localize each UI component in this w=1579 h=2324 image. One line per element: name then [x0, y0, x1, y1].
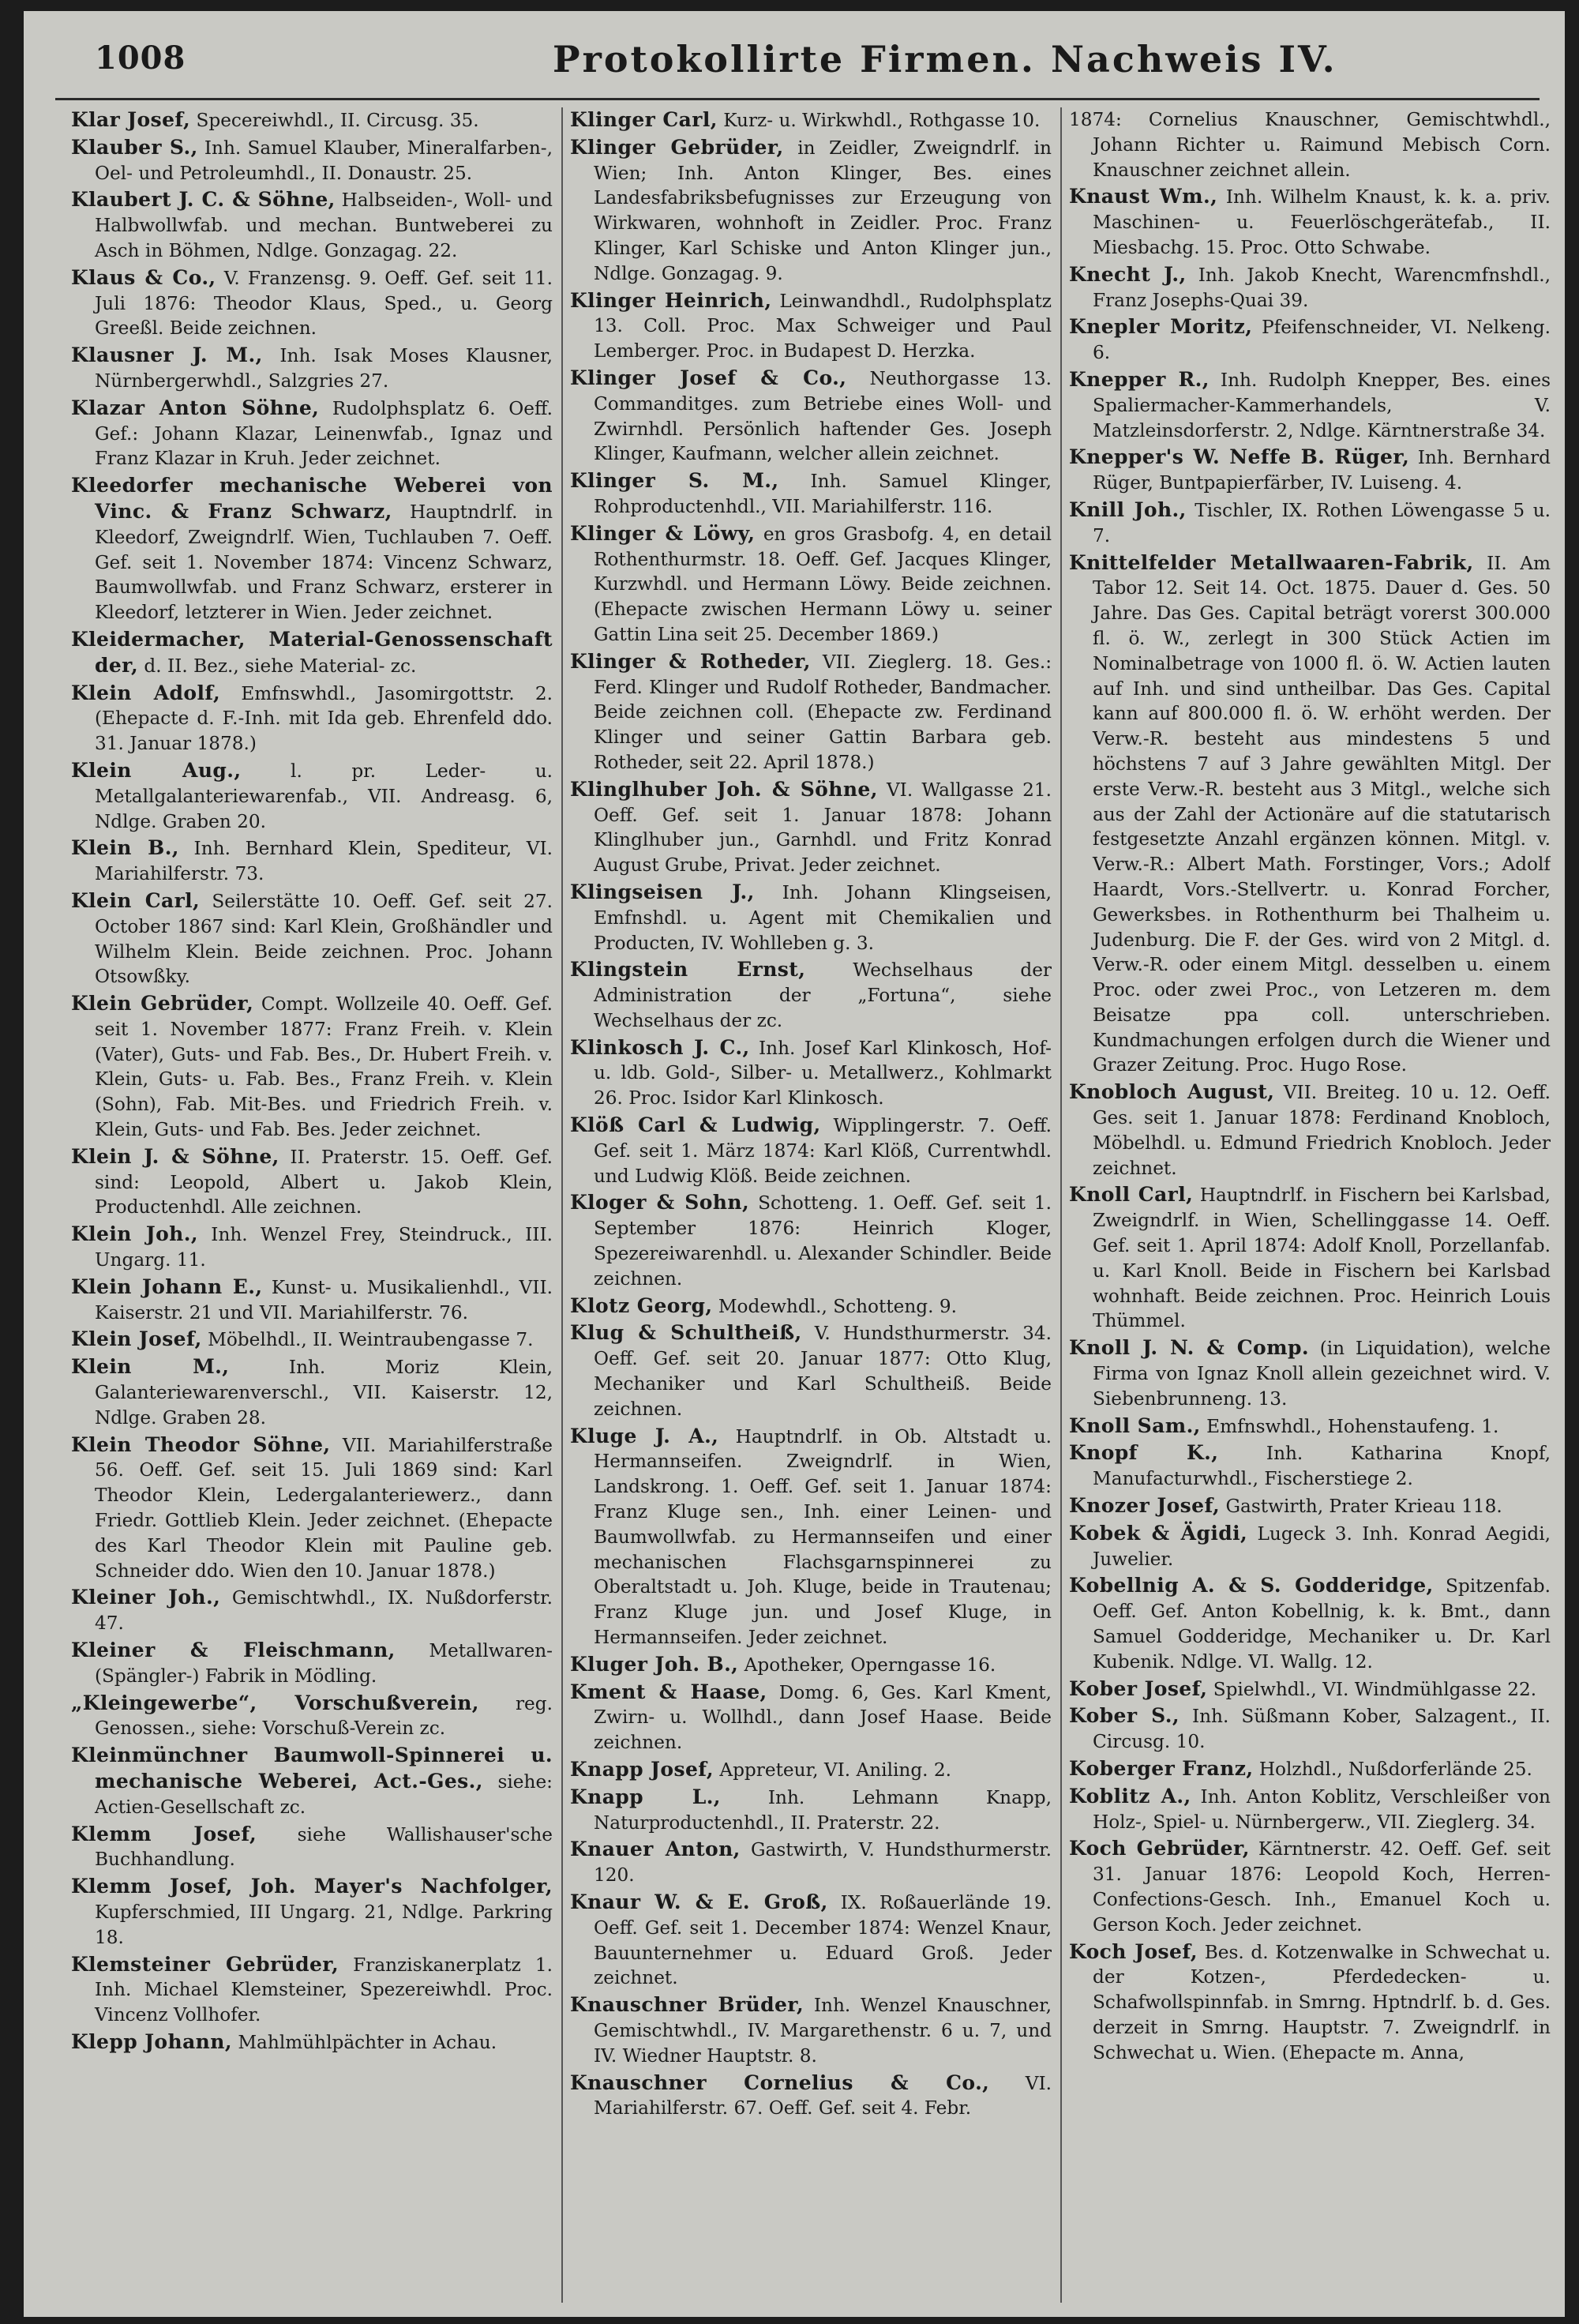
directory-entry: [71, 1952, 553, 2028]
directory-entry: [1069, 1784, 1551, 1835]
directory-entry: [1069, 1079, 1551, 1181]
firm-name: Klazar Anton Söhne,: [71, 396, 320, 419]
firm-details: in Zeidler, Zweigndrlf. in Wien; Inh. Anton Klinger, Bes. eines Landesfabriksbefugnisses zur Erzeugung von Wirkwaren, wohnhoft in Zeidler. Proc. Franz Klinger, Karl Schiske und Anton Klinger jun., Ndlge. Gonzagag. 9.: [594, 137, 1052, 284]
directory-entry: [71, 1743, 553, 1819]
directory-entry: [1069, 1573, 1551, 1674]
firm-details: Schotteng. 1. Oeff. Gef. seit 1. September 1876: Heinrich Kloger, Spezereiwarenhdl. u. Alexander Schindler. Beide zeichnen.: [594, 1192, 1052, 1290]
firm-name: Klöß Carl & Ludwig,: [570, 1113, 821, 1137]
directory-entry: [71, 1638, 553, 1689]
page-number: 1008: [95, 39, 186, 77]
directory-entry: [71, 1691, 553, 1742]
firm-name: Kluger Joh. B.,: [570, 1652, 739, 1676]
directory-entry: [570, 1424, 1052, 1650]
firm-details: Inh. Wilhelm Knaust, k. k. a. priv. Maschinen- u. Feuerlöschgerätefab., II. Miesbachg. 15. Proc. Otto Schwabe.: [1093, 186, 1551, 258]
firm-name: Kobellnig A. & S. Godderidge,: [1069, 1574, 1434, 1598]
firm-details: Holzhdl., Nußdorferlände 25.: [1258, 1759, 1532, 1780]
directory-entry: [1069, 314, 1551, 366]
firm-details: Gastwirth, Prater Krieau 118.: [1225, 1496, 1502, 1518]
firm-name: Knaur W. & E. Groß,: [570, 1890, 828, 1913]
firm-details: Spielwhdl., VI. Windmühlgasse 22.: [1213, 1678, 1537, 1700]
directory-entry: [1069, 1703, 1551, 1755]
directory-entry: [570, 777, 1052, 878]
firm-details: Kurz- u. Wirkwhdl., Rothgasse 10.: [723, 110, 1041, 131]
firm-name: Klinger Josef & Co.,: [570, 366, 847, 389]
firm-details: VI. Wallgasse 21. Oeff. Gef. seit 1. Januar 1878: Johann Klinglhuber jun., Garnhdl. und Fritz Konrad August Grube, Privat. Jeder zeichnet.: [594, 779, 1052, 877]
firm-details: Inh. Bernhard Klein, Spediteur, VI. Mariahilferstr. 73.: [95, 838, 553, 885]
firm-details: (in Liquidation), welche Firma von Ignaz Knoll allein gezeichnet wird. V. Siebenbrunneng. 13.: [1093, 1338, 1551, 1410]
firm-name: Klotz Georg,: [570, 1293, 713, 1317]
firm-name: Kober S.,: [1069, 1704, 1180, 1728]
firm-name: Klaubert J. C. & Söhne,: [71, 188, 336, 212]
firm-name: Klein Theodor Söhne,: [71, 1432, 331, 1456]
firm-details: Inh. Johann Klingseisen, Emfnshdl. u. Agent mit Chemikalien und Producten, IV. Wohlleben g. 3.: [594, 881, 1052, 954]
directory-entry: [1069, 262, 1551, 313]
firm-details: Inh. Samuel Klinger, Rohproductenhdl., VII. Mariahilferstr. 116.: [594, 471, 1052, 517]
firm-name: Knaust Wm.,: [1069, 185, 1218, 208]
firm-details: Inh. Jakob Knecht, Warencmfnshdl., Franz Josephs-Quai 39.: [1093, 264, 1551, 311]
directory-entry: [570, 649, 1052, 775]
firm-name: Klinger & Löwy,: [570, 521, 756, 545]
firm-details: siehe: Actien-Gesellschaft zc.: [95, 1771, 553, 1818]
firm-details: Rudolphsplatz 6. Oeff. Gef.: Johann Klazar, Leinenwfab., Ignaz und Franz Klazar in Kruh. Jeder zeichnet.: [95, 397, 553, 470]
firm-details: Inh. Anton Koblitz, Verschleißer von Holz-, Spiel- u. Nürnbergerw., VII. Zieglerg. 34.: [1093, 1785, 1551, 1833]
firm-details: Appreteur, VI. Aniling. 2.: [719, 1759, 952, 1781]
directory-entry: [570, 1992, 1052, 2068]
firm-details: Inh. Süßmann Kober, Salzagent., II. Circusg. 10.: [1093, 1706, 1551, 1753]
firm-name: Kleiner Joh.,: [71, 1586, 221, 1609]
directory-entry: [570, 107, 1052, 133]
directory-entry: [71, 265, 553, 341]
firm-name: Knobloch August,: [1069, 1080, 1275, 1104]
directory-entry: [1069, 367, 1551, 443]
directory-entry: [570, 2071, 1052, 2122]
firm-details: Gemischtwhdl., IX. Nußdorferstr. 47.: [95, 1587, 553, 1635]
firm-details: V. Franzensg. 9. Oeff. Gef. seit 11. Juli 1876: Theodor Klaus, Sped., u. Georg Greeßl. Beide zeichnen.: [95, 267, 553, 340]
firm-name: Knill Joh.,: [1069, 497, 1187, 521]
firm-name: Knauschner Brüder,: [570, 1993, 805, 2017]
directory-entry: [71, 1275, 553, 1326]
firm-details: VI. Mariahilferstr. 67. Oeff. Gef. seit 4. Febr.: [594, 2072, 1052, 2119]
firm-name: Kloger & Sohn,: [570, 1191, 750, 1215]
firm-name: Knecht J.,: [1069, 262, 1187, 286]
firm-details: Specereiwhdl., II. Circusg. 35.: [196, 110, 479, 131]
firm-details: reg. Genossen., siehe: Vorschuß-Verein zc.: [95, 1692, 553, 1740]
firm-name: Klinger Carl,: [570, 108, 718, 131]
directory-entry: [71, 1144, 553, 1220]
firm-details: Domg. 6, Ges. Karl Kment, Zwirn- u. Wollhdl., dann Josef Haase. Beide zeichnen.: [594, 1681, 1052, 1754]
directory-entry: [1069, 107, 1551, 182]
firm-details: Inh. Lehmann Knapp, Naturproductenhdl., II. Praterstr. 22.: [594, 1786, 1052, 1834]
firm-details: Seilerstätte 10. Oeff. Gef. seit 27. October 1867 sind: Karl Klein, Großhändler und Wilhelm Klein. Beide zeichnen. Proc. Johann Otsowßky.: [95, 890, 553, 988]
firm-name: Klein Johann E.,: [71, 1275, 263, 1298]
firm-name: Klemm Josef,: [71, 1822, 257, 1845]
directory-entry: [71, 343, 553, 394]
firm-details: VII. Mariahilferstraße 56. Oeff. Gef. seit 15. Juli 1869 sind: Karl Theodor Klein, Ledergalanteriewerz., dann Friedr. Gottlieb Klein. Jeder zeichnet. (Ehepacte des Karl Theodor Klein mit Pauline geb. Schneider ddo. Wien den 10. Januar 1878.): [95, 1434, 553, 1582]
firm-details: Spitzenfab. Oeff. Gef. Anton Kobellnig, k. k. Bmt., dann Samuel Godderidge, Mechaniker u. Dr. Karl Kubenik. Ndlge. VI. Wallg. 12.: [1093, 1575, 1551, 1673]
firm-details: Inh. Bernhard Rüger, Buntpapierfärber, IV. Luiseng. 4.: [1093, 447, 1551, 494]
firm-name: Klinger Gebrüder,: [570, 135, 784, 159]
firm-name: Klepp Johann,: [71, 2029, 232, 2053]
firm-details: Emfnswhdl., Hohenstaufeng. 1.: [1206, 1415, 1499, 1437]
directory-entry: [71, 1222, 553, 1273]
firm-name: Kleinmünchner Baumwoll-Spinnerei u. mechanische Weberei, Act.-Ges.,: [71, 1744, 553, 1793]
directory-entry: [71, 135, 553, 186]
firm-details: Wechselhaus der Administration der „Fortuna“, siehe Wechselhaus der zc.: [594, 959, 1052, 1031]
directory-entry: [570, 135, 1052, 287]
firm-details: Lugeck 3. Inh. Konrad Aegidi, Juwelier.: [1093, 1522, 1551, 1570]
firm-details: Franziskanerplatz 1. Inh. Michael Klemsteiner, Spezereiwhdl. Proc. Vincenz Vollhofer.: [95, 1954, 553, 2026]
firm-details: Tischler, IX. Rothen Löwengasse 5 u. 7.: [1093, 499, 1551, 546]
directory-entry: [71, 2029, 553, 2056]
firm-details: Leinwandhdl., Rudolphsplatz 13. Coll. Proc. Max Schweiger und Paul Lemberger. Proc. in Budapest D. Herzka.: [594, 290, 1052, 362]
firm-name: Kleiner & Fleischmann,: [71, 1639, 396, 1662]
directory-entry: [71, 187, 553, 263]
firm-details: Compt. Wollzeile 40. Oeff. Gef. seit 1. November 1877: Franz Freih. v. Klein (Vater), Guts- und Fab. Bes., Dr. Hubert Freih. v. Klein, Guts- u. Fab. Bes., Franz Freih. v. Klein (Sohn), Fab. Mit-Bes. und Friedrich Freih. v. Klein, Guts- und Fab. Bes. Jeder zeichnet.: [95, 993, 553, 1141]
firm-name: „Kleingewerbe“, Vorschußverein,: [71, 1691, 479, 1714]
firm-name: Klein Gebrüder,: [71, 992, 254, 1016]
firm-name: Kober Josef,: [1069, 1676, 1208, 1700]
firm-name: Klein J. & Söhne,: [71, 1144, 279, 1168]
firm-name: Knittelfelder Metallwaaren-Fabrik,: [1069, 550, 1474, 574]
directory-entry: [71, 758, 553, 834]
firm-name: Klaus & Co.,: [71, 265, 216, 289]
directory-entry: [1069, 1939, 1551, 2066]
firm-details: 1874: Cornelius Knauschner, Gemischtwhdl., Johann Richter u. Raimund Mebisch Corn. Knauschner zeichnet allein.: [1069, 109, 1551, 181]
firm-details: Pfeifenschneider, VI. Nelkeng. 6.: [1093, 317, 1551, 364]
directory-entry: [71, 396, 553, 471]
column-divider: [1060, 107, 1062, 2303]
directory-entry: [71, 835, 553, 887]
directory-entry: [71, 681, 553, 757]
firm-details: Inh. Rudolph Knepper, Bes. eines Spaliermacher-Kammerhandels, V. Matzleinsdorferstr. 2, Ndlge. Kärntnerstraße 34.: [1093, 369, 1551, 441]
firm-name: Kleedorfer mechanische Weberei von Vinc. & Franz Schwarz,: [71, 474, 553, 523]
directory-entry: [1069, 1676, 1551, 1703]
firm-details: II. Praterstr. 15. Oeff. Gef. sind: Leopold, Albert u. Jakob Klein, Productenhdl. Alle zeichnen.: [95, 1146, 553, 1218]
directory-entry: [1069, 184, 1551, 260]
column-1: [71, 107, 553, 2303]
directory-entry: [570, 957, 1052, 1033]
firm-name: Klein Adolf,: [71, 681, 221, 704]
firm-details: en gros Grasbofg. 4, en detail Rothenthurmstr. 18. Oeff. Gef. Jacques Klinger, Kurzwhdl. und Hermann Löwy. Beide zeichnen. (Ehepacte zwischen Hermann Löwy u. seiner Gattin Lina seit 25. December 1869.): [594, 523, 1052, 645]
firm-name: Kleidermacher, Material-Genossenschaft der,: [71, 627, 553, 677]
directory-entry: [570, 521, 1052, 648]
directory-entry: [1069, 497, 1551, 549]
firm-details: Inh. Moriz Klein, Galanteriewarenverschl., VII. Kaiserstr. 12, Ndlge. Graben 28.: [95, 1357, 553, 1429]
columns: [71, 107, 1551, 2303]
firm-details: Kärntnerstr. 42. Oeff. Gef. seit 31. Januar 1876: Leopold Koch, Herren-Confections-Gesch. Inh., Emanuel Koch u. Gerson Koch. Jeder zeichnet.: [1093, 1838, 1551, 1935]
directory-entry: [71, 627, 553, 679]
directory-entry: [71, 1354, 553, 1430]
directory-entry: [570, 288, 1052, 364]
firm-name: Koblitz A.,: [1069, 1784, 1191, 1808]
directory-entry: [71, 1585, 553, 1636]
firm-details: Apotheker, Operngasse 16.: [744, 1654, 996, 1676]
firm-details: Metallwaren- (Spängler-) Fabrik in Mödling.: [95, 1640, 553, 1687]
directory-entry: [1069, 1521, 1551, 1572]
firm-name: Klemm Josef, Joh. Mayer's Nachfolger,: [71, 1875, 553, 1898]
firm-name: Knoll Carl,: [1069, 1183, 1194, 1207]
directory-entry: [570, 1190, 1052, 1291]
firm-name: Klein Joh.,: [71, 1222, 198, 1246]
firm-name: Knapp Josef,: [570, 1758, 714, 1781]
firm-details: Kunst- u. Musikalienhdl., VII. Kaiserstr. 21 und VII. Mariahilferstr. 76.: [95, 1276, 553, 1323]
directory-entry: [1069, 1414, 1551, 1440]
firm-details: II. Am Tabor 12. Seit 14. Oct. 1875. Dauer d. Ges. 50 Jahre. Das Ges. Capital beträgt vorerst 300.000 fl. ö. W., zerlegt in 300 Stück Actien im Nominalbetrage von 1000 fl. ö. W. Actien lauten auf Inh. und sind untheilbar. Das Ges. Capital kann auf 800.000 fl. ö. W. erhöht werden. Der Verw.-R. besteht aus mindestens 5 und höchstens 7 auf 3 Jahre gewählten Mitgl. Der erste Verw.-R. besteht aus 3 Mitgl., welche sich aus der Zahl der Actionäre auf die statutarisch festgesetzte Anzahl ergänzen können. Mitgl. v. Verw.-R.: Albert Math. Forstinger, Vors.; Adolf Haardt, Vors.-Stellvertr. u. Konrad Forcher, Gewerksbes. in Rothenthurm bei Thalheim u. Judenburg. Die F. der Ges. wird von 2 Mitgl. d. Verw.-R. oder einem Mitgl. desselben u. einem Proc. oder zwei Proc., von Letzeren m. dem Beisatze ppa coll. unterschrieben. Kundmachungen erfolgen durch die Wiener und Grazer Zeitung. Proc. Hugo Rose.: [1093, 552, 1551, 1076]
firm-name: Klug & Schultheiß,: [570, 1321, 802, 1345]
firm-details: Möbelhdl., II. Weintraubengasse 7.: [208, 1329, 534, 1351]
directory-entry: [570, 1757, 1052, 1783]
firm-name: Kment & Haase,: [570, 1680, 767, 1703]
firm-name: Knoll Sam.,: [1069, 1414, 1201, 1437]
firm-name: Klauber S.,: [71, 135, 198, 159]
directory-entry: [71, 1822, 553, 1873]
firm-details: Inh. Josef Karl Klinkosch, Hof- u. ldb. Gold-, Silber- u. Metallwerz., Kohlmarkt 26. Proc. Isidor Karl Klinkosch.: [594, 1037, 1052, 1109]
firm-name: Klinger & Rotheder,: [570, 649, 811, 673]
firm-details: Halbseiden-, Woll- und Halbwollwfab. und mechan. Buntweberei zu Asch in Böhmen, Ndlge. Gonzagag. 22.: [95, 190, 553, 261]
firm-name: Knepper R.,: [1069, 367, 1210, 391]
directory-entry: [570, 1785, 1052, 1836]
firm-name: Knepper's W. Neffe B. Rüger,: [1069, 445, 1410, 469]
directory-entry: [71, 888, 553, 989]
firm-name: Knauer Anton,: [570, 1838, 741, 1861]
firm-name: Koch Gebrüder,: [1069, 1837, 1250, 1860]
header-rule: [55, 98, 1540, 100]
page-header: [55, 35, 1540, 98]
firm-name: Klein Carl,: [71, 888, 201, 912]
firm-name: Klinglhuber Joh. & Söhne,: [570, 777, 878, 801]
directory-entry: [570, 880, 1052, 956]
firm-details: Inh. Samuel Klauber, Mineralfarben-, Oel- und Petroleumhdl., II. Donaustr. 25.: [95, 137, 553, 184]
directory-entry: [570, 1035, 1052, 1111]
directory-entry: [570, 1837, 1052, 1888]
firm-name: Knoll J. N. & Comp.: [1069, 1336, 1309, 1360]
firm-details: Hauptndrlf. in Kleedorf, Zweigndrlf. Wien, Tuchlauben 7. Oeff. Gef. seit 1. November 1874: Vincenz Schwarz, Baumwollwfab. und Franz Schwarz, ersterer in Kleedorf, letzterer in Wien. Jeder zeichnet.: [95, 501, 553, 624]
firm-name: Kluge J. A.,: [570, 1424, 719, 1447]
firm-details: Neuthorgasse 13. Commanditges. zum Betriebe eines Woll- und Zwirnhdl. Persönlich haftender Ges. Joseph Klinger, Kaufmann, welcher allein zeichnet.: [594, 367, 1052, 465]
firm-name: Koch Josef,: [1069, 1939, 1198, 1963]
directory-entry: [71, 1874, 553, 1950]
column-3: [1069, 107, 1551, 2303]
firm-details: Inh. Isak Moses Klausner, Nürnbergerwhdl., Salzgries 27.: [95, 345, 553, 392]
directory-entry: [1069, 1756, 1551, 1782]
firm-name: Knopf K.,: [1069, 1441, 1219, 1465]
firm-name: Kobek & Ägidi,: [1069, 1521, 1248, 1545]
firm-details: Hauptndrlf. in Fischern bei Karlsbad, Zweigndrlf. in Wien, Schellinggasse 14. Oeff. Gef. seit 1. April 1874: Adolf Knoll, Porzellanfab. u. Karl Knoll. Beide in Fischern bei Karlsbad wohnhaft. Beide zeichnen. Proc. Heinrich Louis Thümmel.: [1093, 1185, 1551, 1332]
firm-name: Knepler Moritz,: [1069, 315, 1253, 339]
firm-details: Wipplingerstr. 7. Oeff. Gef. seit 1. März 1874: Karl Klöß, Currentwhdl. und Ludwig Klöß. Beide zeichnen.: [594, 1115, 1052, 1187]
firm-name: Klausner J. M.,: [71, 344, 263, 367]
firm-name: Koberger Franz,: [1069, 1757, 1254, 1780]
directory-entry: [570, 1113, 1052, 1188]
firm-name: Klein Aug.,: [71, 758, 242, 782]
directory-entry: [570, 1652, 1052, 1678]
firm-details: VII. Zieglerg. 18. Ges.: Ferd. Klinger und Rudolf Rotheder, Bandmacher. Beide zeichnen coll. (Ehepacte zw. Ferdinand Klinger und seiner Gattin Barbara geb. Rotheder, seit 22. April 1878.): [594, 651, 1052, 773]
directory-entry: [570, 1680, 1052, 1755]
directory-entry: [570, 1293, 1052, 1320]
firm-name: Klinger Heinrich,: [570, 288, 772, 312]
firm-name: Knauschner Cornelius & Co.,: [570, 2071, 990, 2094]
directory-entry: [1069, 1493, 1551, 1519]
directory-entry: [1069, 1182, 1551, 1334]
firm-name: Klinkosch J. C.,: [570, 1035, 750, 1059]
directory-entry: [1069, 1440, 1551, 1492]
firm-details: Emfnswhdl., Jasomirgottstr. 2. (Ehepacte d. F.-Inh. mit Ida geb. Ehrenfeld ddo. 31. Januar 1878.): [95, 682, 553, 755]
firm-name: Knapp L.,: [570, 1785, 721, 1808]
firm-name: Klein M.,: [71, 1355, 230, 1379]
firm-details: d. II. Bez., siehe Material- zc.: [144, 655, 417, 677]
firm-name: Klein Josef,: [71, 1327, 202, 1351]
firm-name: Klemsteiner Gebrüder,: [71, 1952, 339, 1976]
directory-page: [24, 11, 1565, 2317]
firm-details: Hauptndrlf. in Ob. Altstadt u. Hermannseifen. Zweigndrlf. in Wien, Landskrong. 1. Oeff. Gef. seit 1. Januar 1874: Franz Kluge sen., Inh. einer Leinen- und Baumwollwfab. zu Hermannseifen und einer mechanischen Flachsgarnspinnerei zu Oberaltstadt u. Joh. Kluge, beide in Trautenau; Franz Kluge jun. und Josef Kluge, in Hermannseifen. Jeder zeichnet.: [594, 1425, 1052, 1649]
firm-name: Klein B.,: [71, 836, 179, 860]
firm-name: Klingseisen J.,: [570, 880, 755, 903]
firm-details: V. Hundsthurmerstr. 34. Oeff. Gef. seit 20. Januar 1877: Otto Klug, Mechaniker und Karl Schultheiß. Beide zeichnen.: [594, 1323, 1052, 1420]
directory-entry: [71, 107, 553, 133]
firm-details: Mahlmühlpächter in Achau.: [238, 2031, 497, 2053]
firm-name: Klar Josef,: [71, 108, 191, 131]
firm-details: Modewhdl., Schotteng. 9.: [718, 1295, 957, 1317]
firm-name: Klinger S. M.,: [570, 469, 779, 493]
firm-details: Inh. Wenzel Knauschner, Gemischtwhdl., IV. Margarethenstr. 6 u. 7, und IV. Wiedner Hauptstr. 8.: [594, 1995, 1052, 2067]
firm-name: Knozer Josef,: [1069, 1494, 1221, 1518]
firm-details: VII. Breiteg. 10 u. 12. Oeff. Ges. seit 1. Januar 1878: Ferdinand Knobloch, Möbelhdl. u. Edmund Friedrich Knobloch. Jeder zeichnet.: [1093, 1082, 1551, 1179]
firm-details: Gastwirth, V. Hundsthurmerstr. 120.: [594, 1839, 1052, 1887]
directory-entry: [1069, 550, 1551, 1079]
firm-name: Klingstein Ernst,: [570, 958, 806, 982]
firm-details: siehe Wallishauser'sche Buchhandlung.: [95, 1823, 553, 1871]
directory-entry: [1069, 1335, 1551, 1411]
directory-entry: [570, 366, 1052, 467]
firm-details: Bes. d. Kotzenwalke in Schwechat u. der Kotzen-, Pferdedecken- u. Schafwollspinnfab. in Smrng. Hptndrlf. b. d. Ges. derzeit in Smrng. Hauptstr. 7. Zweigndrlf. in Schwechat u. Wien. (Ehepacte m. Anna,: [1093, 1941, 1551, 2063]
directory-entry: [570, 1890, 1052, 1991]
directory-entry: [570, 468, 1052, 520]
column-2: [570, 107, 1052, 2303]
directory-entry: [1069, 1836, 1551, 1937]
running-title: Protokollirte Firmen. Nachweis IV.: [553, 38, 1337, 81]
directory-entry: [1069, 445, 1551, 496]
directory-entry: [71, 991, 553, 1143]
directory-entry: [570, 1320, 1052, 1421]
firm-details: IX. Roßauerlände 19. Oeff. Gef. seit 1. December 1874: Wenzel Knaur, Bauunternehmer u. Eduard Groß. Jeder zeichnet.: [594, 1891, 1052, 1989]
directory-entry: [71, 473, 553, 625]
firm-details: Kupferschmied, III Ungarg. 21, Ndlge. Parkring 18.: [95, 1901, 553, 1948]
firm-details: l. pr. Leder- u. Metallgalanteriewarenfab., VII. Andreasg. 6, Ndlge. Graben 20.: [95, 760, 553, 832]
directory-entry: [71, 1432, 553, 1584]
firm-details: Inh. Wenzel Frey, Steindruck., III. Ungarg. 11.: [95, 1224, 553, 1271]
directory-entry: [71, 1327, 553, 1353]
column-divider: [561, 107, 563, 2303]
firm-details: Inh. Katharina Knopf, Manufacturwhdl., Fischerstiege 2.: [1093, 1443, 1551, 1490]
